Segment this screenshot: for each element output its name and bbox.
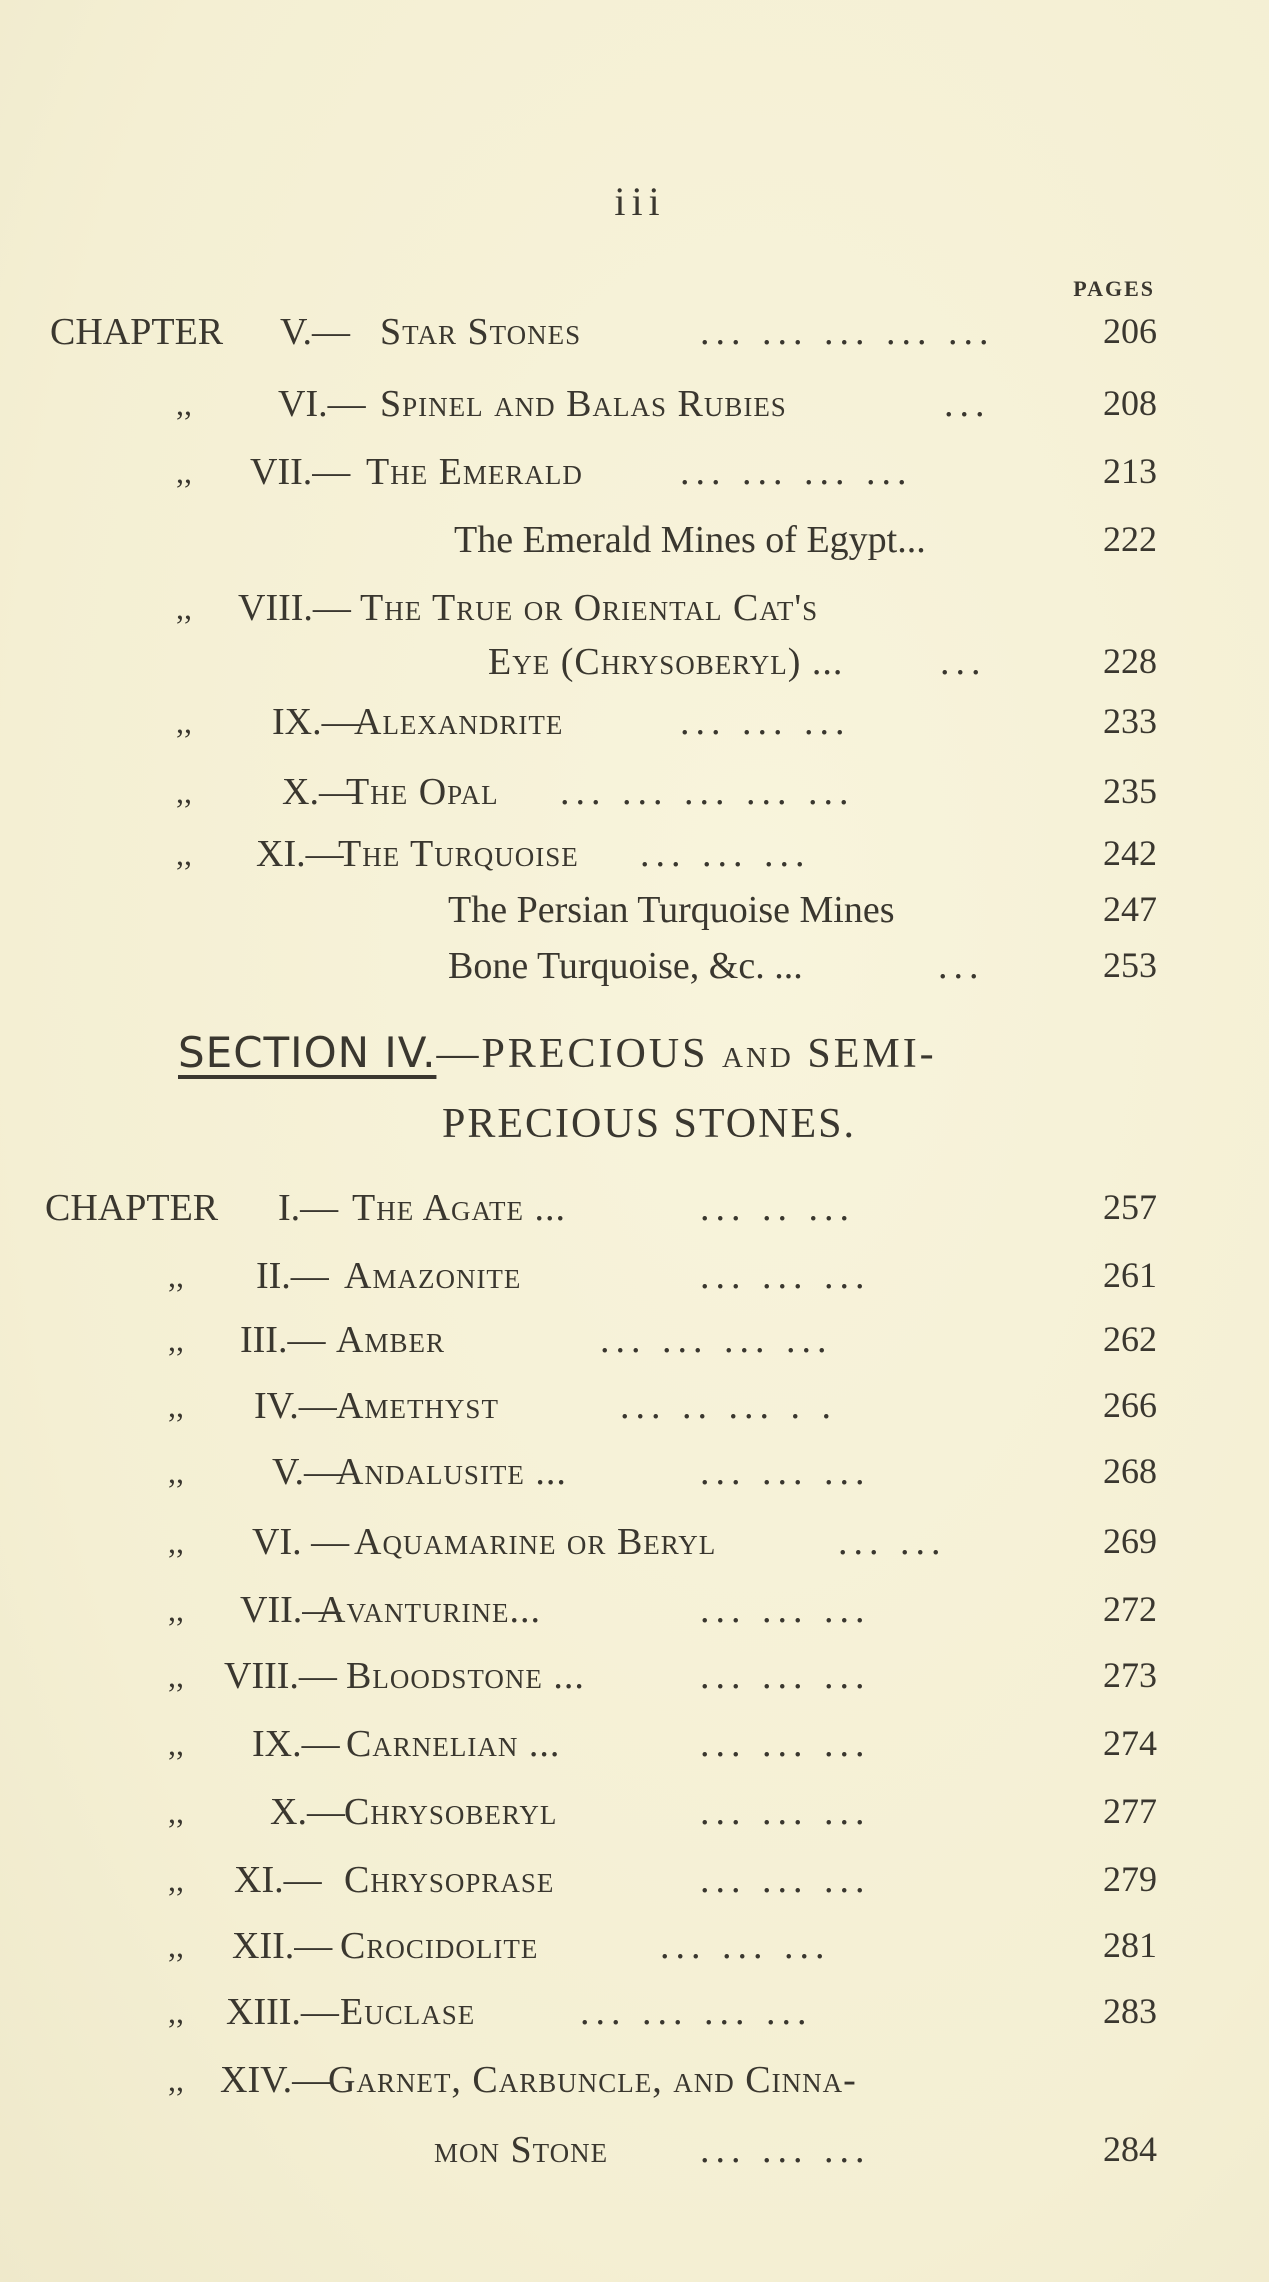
section-number: SECTION IV. [178,1028,437,1077]
chapter-number: XI.— [256,833,344,875]
leader-dots: ... ... ... [700,1723,871,1765]
toc-row [0,1254,1269,1310]
toc-row [0,1588,1269,1644]
chapter-title: Crocidolite [340,1925,539,1967]
leader-dots: ... ... ... ... ... [560,771,855,813]
chapter-number: I.— [278,1187,339,1229]
toc-row [0,1520,1269,1576]
page-number: 261 [1103,1255,1157,1295]
section-heading-line-1 [178,1028,937,1078]
chapter-title: Amber [336,1319,445,1361]
toc-row [0,382,1269,438]
page-number: 213 [1103,451,1157,491]
ditto-mark: ,, [168,1994,184,2030]
chapter-number: VIII.— [224,1655,337,1697]
ditto-mark: ,, [168,1794,184,1830]
toc-row [0,1790,1269,1846]
chapter-number: XIV.— [220,2059,331,2101]
chapter-title: Amethyst [336,1385,499,1427]
ditto-mark: ,, [168,1928,184,1964]
ditto-mark: ,, [176,590,192,626]
toc-row [0,518,1269,574]
toc-row [0,450,1269,506]
chapter-number: X.— [270,1791,345,1833]
chapter-number: VII.— [250,451,351,493]
page-number: 222 [1103,519,1157,559]
chapter-title: The True or Oriental Cat's [360,587,819,629]
page-number: 253 [1103,945,1157,985]
chapter-title: Chrysoprase [344,1859,555,1901]
ditto-mark: ,, [168,1862,184,1898]
chapter-number: XI.— [234,1859,322,1901]
chapter-number: XIII.— [226,1991,339,2033]
ditto-mark: ,, [168,1726,184,1762]
chapter-number: II.— [256,1255,329,1297]
chapter-title: Bloodstone ... [346,1655,585,1697]
leader-dots: ... .. ... . . [620,1385,837,1427]
ditto-mark: ,, [176,386,192,422]
page-number: 206 [1103,311,1157,351]
chapter-title: The Emerald Mines of Egypt... [454,519,926,561]
chapter-title: The Turquoise [338,833,579,875]
ditto-mark: ,, [176,774,192,810]
leader-dots: ... ... ... ... [580,1991,813,2033]
ditto-mark: ,, [168,1658,184,1694]
chapter-number: IX.— [252,1723,340,1765]
page-folio: iii [614,179,666,224]
leader-dots: ... ... ... [700,1791,871,1833]
chapter-number: V.— [272,1451,343,1493]
leader-dots: ... ... ... ... [600,1319,833,1361]
chapter-number: IV.— [254,1385,337,1427]
chapter-number: VII.— [240,1589,341,1631]
toc-row [0,832,1269,888]
chapter-title: Amazonite [344,1255,522,1297]
chapter-title: Eye (Chrysoberyl) ... [488,641,844,683]
leader-dots: ... .. ... [700,1187,855,1229]
toc-row [0,1384,1269,1440]
leader-dots: ... [938,945,985,987]
chapter-title: Garnet, Carbuncle, and Cinna- [328,2059,857,2101]
page-number: 208 [1103,383,1157,423]
ditto-mark: ,, [168,1592,184,1628]
page-number: 284 [1103,2129,1157,2169]
toc-row [0,1654,1269,1710]
section-heading-line-2: PRECIOUS STONES. [442,1101,856,1147]
ditto-mark: ,, [168,1454,184,1490]
leader-dots: ... ... ... [680,701,851,743]
page-number: 235 [1103,771,1157,811]
chapter-number: V.— [280,311,351,353]
leader-dots: ... ... ... ... [680,451,913,493]
ditto-mark: ,, [176,836,192,872]
leader-dots: ... [944,383,991,425]
toc-row [0,1990,1269,2046]
leader-dots: ... ... ... [700,1451,871,1493]
ditto-mark: ,, [168,1322,184,1358]
ditto-mark: ,, [168,1524,184,1560]
page-number: 269 [1103,1521,1157,1561]
chapter-number: III.— [240,1319,326,1361]
page-number: 233 [1103,701,1157,741]
chapter-number: VI.— [278,383,366,425]
chapter-title: Euclase [340,1991,476,2033]
toc-row [0,1318,1269,1374]
chapter-title: The Emerald [366,451,583,493]
toc-row [0,770,1269,826]
chapter-title: Bone Turquoise, &c. ... [448,945,803,987]
chapter-number: X.— [282,771,357,813]
chapter-label: CHAPTER [45,1187,219,1229]
page-number: 268 [1103,1451,1157,1491]
page-number: 283 [1103,1991,1157,2031]
chapter-label: CHAPTER [50,311,224,353]
section-title-part-1: —PRECIOUS and SEMI- [436,1031,937,1077]
leader-dots: ... ... ... [700,1859,871,1901]
chapter-number: IX.— [272,701,360,743]
leader-dots: ... ... [838,1521,947,1563]
leader-dots: ... ... ... [700,1255,871,1297]
leader-dots: ... [940,641,987,683]
page-number: 228 [1103,641,1157,681]
toc-row [0,640,1269,696]
chapter-title: Carnelian ... [346,1723,561,1765]
pages-column-heading: PAGES [1073,276,1155,301]
ditto-mark: ,, [168,2062,184,2098]
leader-dots: ... ... ... [640,833,811,875]
toc-row [0,2058,1269,2114]
leader-dots: ... ... ... [700,2129,871,2171]
page-number: 266 [1103,1385,1157,1425]
chapter-title: The Opal [346,771,499,813]
chapter-title: Chrysoberyl [344,1791,558,1833]
chapter-title: Avanturine... [318,1589,541,1631]
ditto-mark: ,, [168,1388,184,1424]
chapter-title: Aquamarine or Beryl [354,1521,717,1563]
page-number: 272 [1103,1589,1157,1629]
leader-dots: ... ... ... ... ... [700,311,995,353]
chapter-title: mon Stone [434,2129,609,2171]
page-number: 262 [1103,1319,1157,1359]
page-number: 273 [1103,1655,1157,1695]
toc-row [0,1450,1269,1506]
toc-row [0,1858,1269,1914]
chapter-title: The Agate ... [352,1187,567,1229]
toc-row [0,888,1269,944]
toc-row [0,1186,1269,1242]
chapter-title: Star Stones [380,311,582,353]
chapter-title: Alexandrite [354,701,564,743]
chapter-number: XII.— [232,1925,333,1967]
chapter-title: Andalusite ... [336,1451,567,1493]
ditto-mark: ,, [176,704,192,740]
toc-row [0,586,1269,642]
ditto-mark: ,, [176,454,192,490]
chapter-title: The Persian Turquoise Mines [448,889,895,931]
chapter-number: VI. — [252,1521,350,1563]
page-number: 247 [1103,889,1157,929]
ditto-mark: ,, [168,1258,184,1294]
leader-dots: ... ... ... [700,1655,871,1697]
chapter-title: Spinel and Balas Rubies [380,383,787,425]
page-number: 279 [1103,1859,1157,1899]
toc-row [0,2128,1269,2184]
chapter-number: VIII.— [238,587,351,629]
page-number: 257 [1103,1187,1157,1227]
toc-row [0,1722,1269,1778]
toc-row [0,1924,1269,1980]
page-number: 274 [1103,1723,1157,1763]
toc-row [0,310,1269,366]
toc-row [0,944,1269,1000]
page-number: 242 [1103,833,1157,873]
toc-row [0,700,1269,756]
leader-dots: ... ... ... [660,1925,831,1967]
page-number: 281 [1103,1925,1157,1965]
leader-dots: ... ... ... [700,1589,871,1631]
page-number: 277 [1103,1791,1157,1831]
